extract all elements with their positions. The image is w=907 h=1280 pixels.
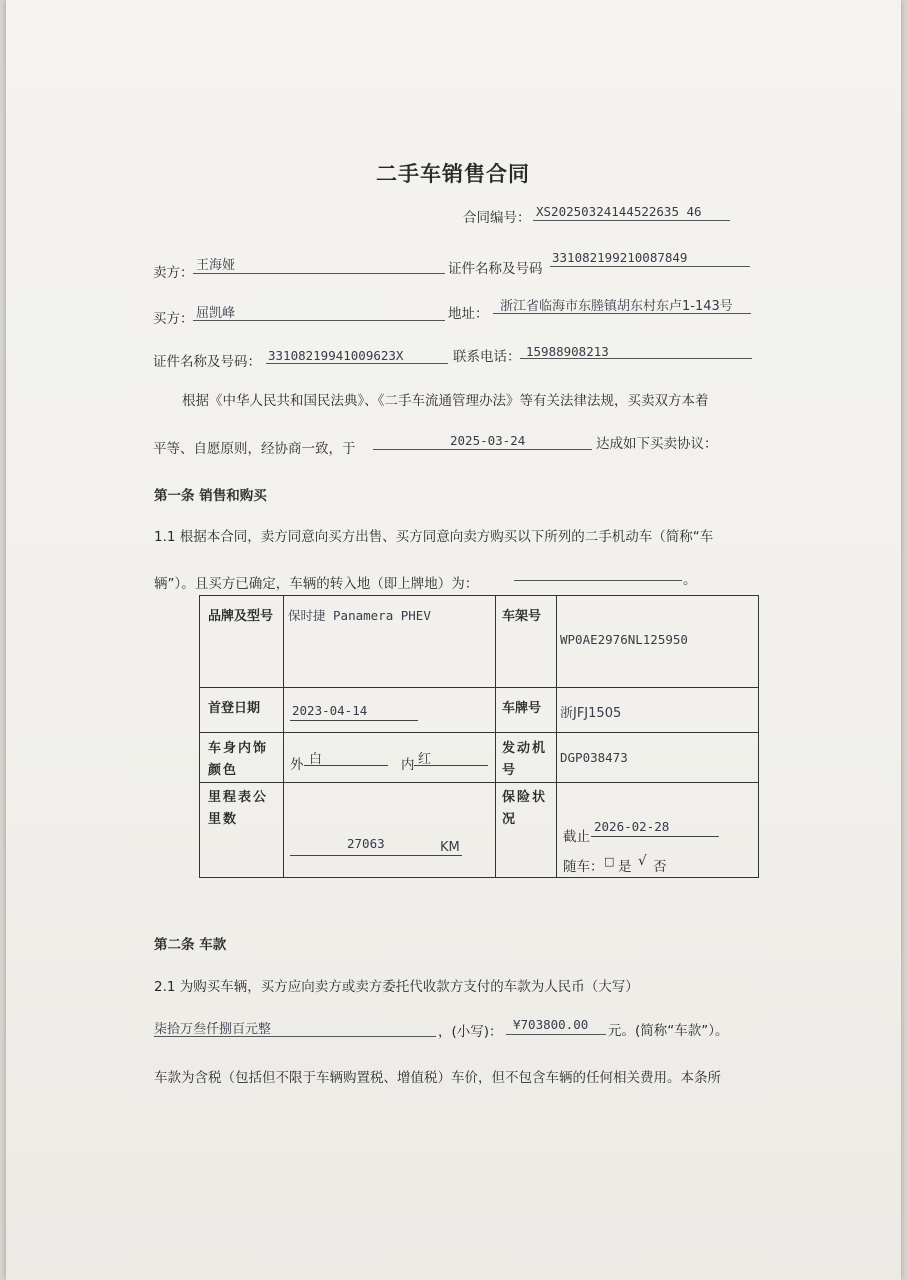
table-row bbox=[200, 733, 759, 783]
mileage-value: 27063 bbox=[347, 836, 385, 851]
phone-value: 15988908213 bbox=[526, 344, 609, 359]
article-1-line-2b: 。 bbox=[683, 572, 697, 588]
first-reg-label: 首登日期 bbox=[208, 701, 261, 716]
article-2-line-3: 车款为含税（包括但不限于车辆购置税、增值税）车价，但不包含车辆的任何相关费用。本条所 bbox=[154, 1070, 721, 1086]
article-2-line-1: 2.1 为购买车辆，买方应向卖方或卖方委托代收款方支付的车款为人民币（大写） bbox=[154, 979, 639, 995]
option-yes-label: 是 bbox=[618, 859, 632, 875]
article-1-title: 第一条 销售和购买 bbox=[154, 488, 267, 504]
option-no-label: 否 bbox=[653, 859, 667, 875]
brand-value: 保时捷 Panamera PHEV bbox=[288, 608, 431, 623]
plate-value-cell bbox=[557, 688, 759, 733]
seller-underline bbox=[193, 273, 445, 274]
insurance-until-value: 2026-02-28 bbox=[594, 819, 670, 834]
plate-label-cell bbox=[496, 688, 557, 733]
buyer-underline bbox=[193, 320, 445, 321]
seller-value: 王海娅 bbox=[196, 258, 236, 273]
insurance-until-underline bbox=[591, 836, 719, 837]
buyer-id-label: 证件名称及号码： bbox=[153, 354, 261, 370]
mileage-value-cell bbox=[284, 783, 496, 878]
page-title: 二手车销售合同 bbox=[376, 162, 530, 186]
amount-number-value: ¥703800.00 bbox=[513, 1017, 589, 1032]
first-reg-label-cell bbox=[200, 688, 284, 733]
insurance-until-label: 截止 bbox=[563, 829, 590, 845]
article-1-line-2a: 辆”）。且买方已确定，车辆的转入地（即上牌地）为： bbox=[154, 576, 479, 592]
plate-value: 浙JFJ1505 bbox=[560, 706, 622, 721]
amount-words-underline bbox=[154, 1036, 436, 1037]
color-value-cell bbox=[284, 733, 496, 783]
table-row bbox=[200, 688, 759, 733]
engine-label-cell bbox=[496, 733, 557, 783]
amount-words-value: 柒拾万叁仟捌百元整 bbox=[154, 1022, 272, 1037]
article-2-title: 第二条 车款 bbox=[154, 937, 227, 953]
contract-no-underline bbox=[533, 220, 730, 221]
address-value: 浙江省临海市东塍镇胡东村东卢1-143号 bbox=[500, 299, 733, 314]
article-1-line-1: 1.1 根据本合同，卖方同意向买方出售、买方同意向卖方购买以下所列的二手机动车（简称“车 bbox=[154, 529, 714, 545]
intro-line-1: 根据《中华人民共和国民法典》、《二手车流通管理办法》等有关法律法规，买卖双方本着 bbox=[182, 393, 709, 409]
buyer-label: 买方： bbox=[153, 311, 194, 327]
seller-id-value: 331082199210087849 bbox=[552, 250, 688, 265]
phone-underline bbox=[520, 358, 752, 359]
mileage-underline bbox=[290, 855, 462, 856]
with-car-label: 随车： bbox=[563, 859, 604, 875]
insurance-label-cell bbox=[496, 783, 557, 878]
mileage-unit: KM bbox=[440, 840, 460, 855]
plate-label: 车牌号 bbox=[502, 701, 542, 716]
buyer-value: 屈凯峰 bbox=[196, 306, 236, 321]
color-label: 车身内饰颜色 bbox=[208, 741, 269, 778]
vin-label: 车架号 bbox=[502, 609, 542, 624]
engine-label: 发动机号 bbox=[502, 741, 548, 778]
address-underline bbox=[493, 313, 751, 314]
intro-date-underline bbox=[373, 449, 592, 450]
brand-label: 品牌及型号 bbox=[208, 609, 274, 624]
ext-color-label: 外 bbox=[290, 757, 304, 773]
ext-color-value: 白 bbox=[309, 752, 323, 767]
int-color-label: 内 bbox=[401, 757, 415, 773]
intro-line-2b: 达成如下买卖协议： bbox=[596, 436, 718, 452]
brand-label-cell bbox=[200, 596, 284, 688]
intro-date: 2025-03-24 bbox=[450, 433, 526, 448]
address-label: 地址： bbox=[448, 306, 489, 322]
int-color-value: 红 bbox=[418, 752, 432, 767]
contract-no-label: 合同编号： bbox=[463, 210, 531, 226]
mileage-label-cell bbox=[200, 783, 284, 878]
transfer-place-underline bbox=[514, 580, 682, 581]
checkbox-yes-icon: □ bbox=[604, 855, 615, 868]
seller-id-underline bbox=[550, 266, 750, 267]
first-reg-value: 2023-04-14 bbox=[292, 703, 368, 718]
first-reg-value-cell bbox=[284, 688, 496, 733]
buyer-id-underline bbox=[266, 363, 448, 364]
vin-value: WP0AE2976NL125950 bbox=[560, 632, 688, 647]
table-row bbox=[200, 783, 759, 878]
ext-color-underline bbox=[304, 765, 388, 766]
table-row bbox=[200, 596, 759, 688]
color-label-cell bbox=[200, 733, 284, 783]
engine-value: DGP038473 bbox=[560, 750, 628, 765]
engine-value-cell bbox=[557, 733, 759, 783]
seller-id-label: 证件名称及号码 bbox=[448, 261, 543, 277]
small-amount-label: ，(小写)： bbox=[438, 1024, 503, 1040]
intro-line-2a: 平等、自愿原则，经协商一致，于 bbox=[153, 441, 356, 457]
vin-value-cell bbox=[557, 596, 759, 688]
mileage-label: 里程表公里数 bbox=[208, 790, 269, 827]
vin-label-cell bbox=[496, 596, 557, 688]
int-color-underline bbox=[414, 765, 488, 766]
buyer-id-value: 33108219941009623X bbox=[268, 348, 404, 363]
phone-label: 联系电话： bbox=[453, 349, 521, 365]
insurance-value-cell bbox=[557, 783, 759, 878]
seller-label: 卖方： bbox=[153, 265, 194, 281]
first-reg-underline bbox=[290, 720, 418, 721]
insurance-label: 保险状况 bbox=[502, 790, 548, 827]
brand-value-cell bbox=[284, 596, 496, 688]
contract-page bbox=[6, 0, 901, 1280]
checkmark-no-icon: √ bbox=[638, 853, 647, 869]
article-2-line-2b: 元。(简称“车款”）。 bbox=[608, 1023, 729, 1039]
amount-number-underline bbox=[506, 1034, 606, 1035]
contract-no-value: XS20250324144522635 46 bbox=[536, 204, 702, 219]
vehicle-info-table bbox=[199, 595, 759, 878]
